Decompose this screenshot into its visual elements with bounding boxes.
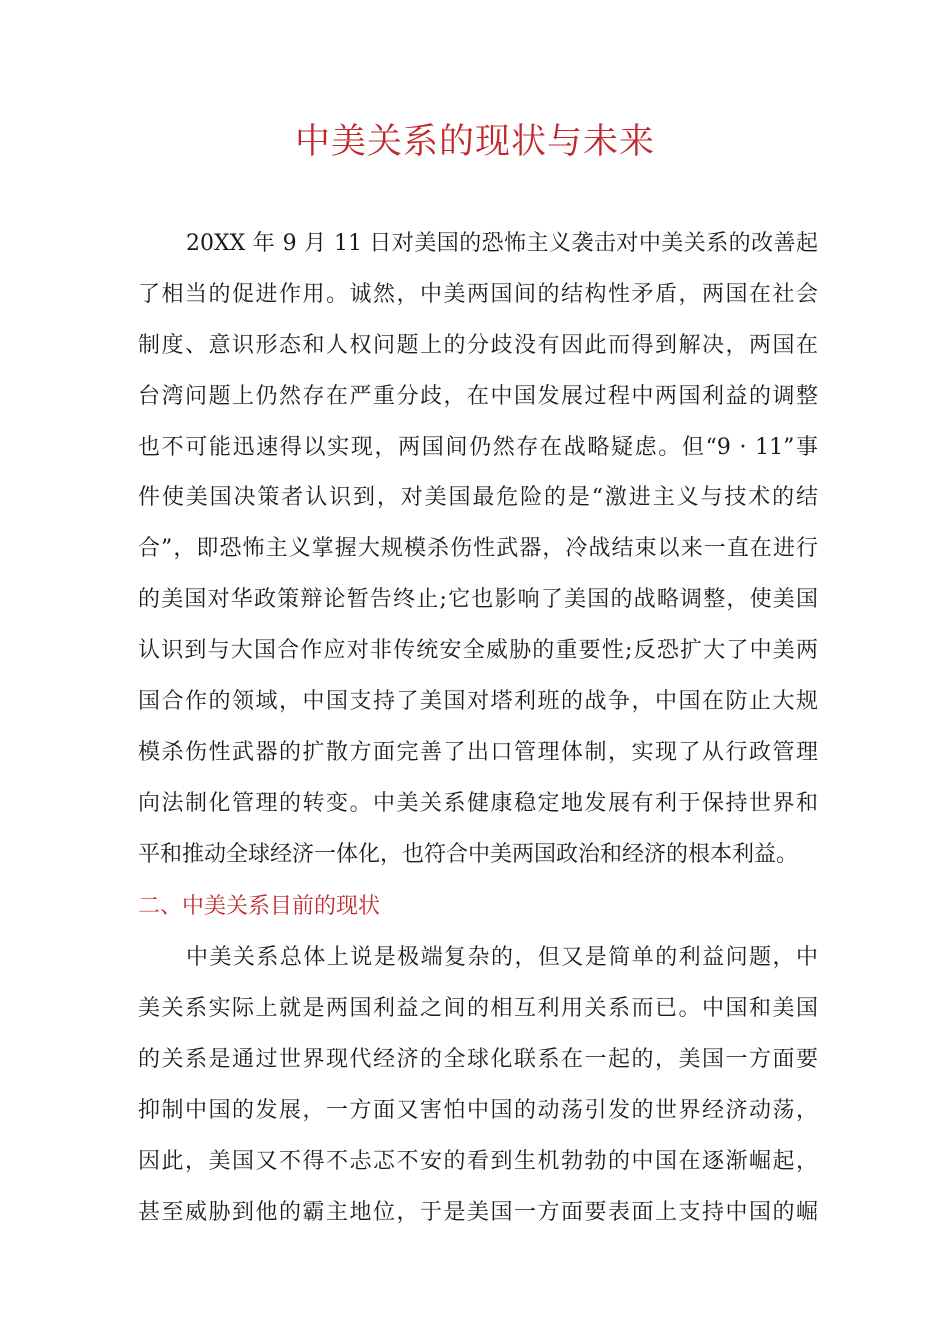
text-line: 台湾问题上仍然存在严重分歧，在中国发展过程中两国利益的调整: [138, 384, 818, 409]
text-line: 件使美国决策者认识到，对美国最危险的是“激进主义与技术的结: [138, 485, 818, 510]
document-title: 中美关系的现状与未来: [294, 122, 655, 162]
text-line: 20XX 年 9 月 11 日对美国的恐怖主义袭击对中美关系的改善起: [186, 231, 818, 256]
text-line: 制度、意识形态和人权问题上的分歧没有因此而得到解决，两国在: [138, 333, 818, 358]
text-line: 因此，美国又不得不忐忑不安的看到生机勃勃的中国在逐渐崛起，: [138, 1149, 818, 1174]
text-line: 的关系是通过世界现代经济的全球化联系在一起的，美国一方面要: [138, 1047, 818, 1072]
text-line: 向法制化管理的转变。中美关系健康稳定地发展有利于保持世界和: [138, 791, 818, 816]
text-line: 也不可能迅速得以实现，两国间仍然存在战略疑虑。但“9 · 11”事: [138, 435, 818, 460]
section-heading: 二、中美关系目前的现状: [138, 894, 381, 919]
text-line: 中美关系总体上说是极端复杂的，但又是简单的利益问题，中: [186, 945, 818, 970]
text-line: 抑制中国的发展，一方面又害怕中国的动荡引发的世界经济动荡，: [138, 1098, 818, 1123]
text-line: 平和推动全球经济一体化，也符合中美两国政治和经济的根本利益。: [138, 842, 799, 867]
text-line: 认识到与大国合作应对非传统安全威胁的重要性;反恐扩大了中美两: [138, 638, 818, 663]
text-line: 了相当的促进作用。诚然，中美两国间的结构性矛盾，两国在社会: [138, 282, 818, 307]
text-line: 模杀伤性武器的扩散方面完善了出口管理体制，实现了从行政管理: [138, 740, 818, 765]
text-line: 美关系实际上就是两国利益之间的相互利用关系而已。中国和美国: [138, 996, 818, 1021]
text-line: 合”，即恐怖主义掌握大规模杀伤性武器，冷战结束以来一直在进行: [138, 536, 818, 561]
text-line: 甚至威胁到他的霸主地位，于是美国一方面要表面上支持中国的崛: [138, 1200, 818, 1225]
text-line: 的美国对华政策辩论暂告终止;它也影响了美国的战略调整，使美国: [138, 587, 818, 612]
text-line: 国合作的领域，中国支持了美国对塔利班的战争，中国在防止大规: [138, 689, 818, 714]
